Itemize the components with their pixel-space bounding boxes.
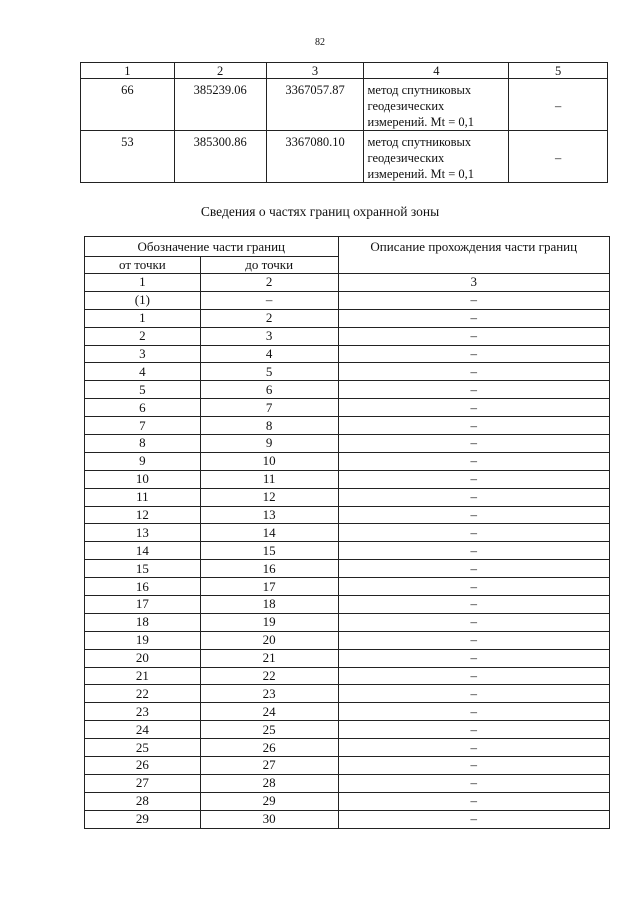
from-point: 13 [85,524,201,542]
to-point: 2 [200,309,338,327]
to-point: 4 [200,345,338,363]
column-number-2: 2 [174,63,266,79]
designation-header: Обозначение части границ [85,237,339,257]
part-description: – [338,685,610,703]
part-description: – [338,399,610,417]
table-row [85,417,610,435]
part-description: – [338,506,610,524]
table-row [85,435,610,453]
description-header: Описание прохождения части границ [338,237,610,274]
y-coordinate: 3367057.87 [266,79,364,131]
from-point: 1 [85,309,201,327]
column-number-1: 1 [85,274,201,292]
from-point: 23 [85,703,201,721]
from-point: 29 [85,810,201,828]
from-point: 3 [85,345,201,363]
part-description: – [338,488,610,506]
part-description: – [338,417,610,435]
table-row [85,345,610,363]
to-point: 21 [200,649,338,667]
method-line: измерений. Mt = 0,1 [367,115,475,129]
method-description [364,79,509,131]
table-row [85,309,610,327]
from-point: 25 [85,739,201,757]
to-point: 26 [200,739,338,757]
to-point: 3 [200,327,338,345]
to-point: 15 [200,542,338,560]
part-description: – [338,327,610,345]
from-point: 21 [85,667,201,685]
part-description: – [338,810,610,828]
from-point: 5 [85,381,201,399]
method-description [364,131,509,183]
table-row [85,667,610,685]
table-row [85,524,610,542]
boundary-header-row [85,237,610,257]
from-point: 7 [85,417,201,435]
to-point: 25 [200,721,338,739]
to-point: – [200,291,338,309]
part-description: – [338,345,610,363]
table-row [85,631,610,649]
column-number-3: 3 [266,63,364,79]
x-coordinate: 385239.06 [174,79,266,131]
to-point: 12 [200,488,338,506]
column-numbers-row [85,274,610,292]
table-row [85,488,610,506]
from-point: 26 [85,757,201,775]
to-point: 8 [200,417,338,435]
method-line: метод спутниковых [367,135,472,149]
part-description: – [338,739,610,757]
to-point: 7 [200,399,338,417]
section-title: Сведения о частях границ охранной зоны [200,204,440,219]
table-row [85,381,610,399]
to-point: 30 [200,810,338,828]
point-number: 53 [81,131,175,183]
table-row [85,721,610,739]
from-point: 24 [85,721,201,739]
part-description: – [338,721,610,739]
table-row [85,613,610,631]
part-description: – [338,381,610,399]
from-point: 15 [85,560,201,578]
part-description: – [338,703,610,721]
remark-cell: – [509,131,608,183]
coordinates-header-row [81,63,608,79]
from-point: 11 [85,488,201,506]
to-point: 19 [200,613,338,631]
to-point-header: до точки [200,257,338,274]
y-coordinate: 3367080.10 [266,131,364,183]
from-point: 8 [85,435,201,453]
to-point: 24 [200,703,338,721]
to-point: 28 [200,774,338,792]
from-point: 19 [85,631,201,649]
method-line: геодезических [367,99,445,113]
part-description: – [338,631,610,649]
column-number-1: 1 [81,63,175,79]
from-point: 17 [85,596,201,614]
table-row [85,506,610,524]
to-point: 13 [200,506,338,524]
to-point: 9 [200,435,338,453]
table-row [85,399,610,417]
table-row [81,131,608,183]
column-number-4: 4 [364,63,509,79]
table-row [85,578,610,596]
from-point: 6 [85,399,201,417]
part-description: – [338,792,610,810]
x-coordinate: 385300.86 [174,131,266,183]
part-description: – [338,774,610,792]
part-description: – [338,291,610,309]
table-row [85,810,610,828]
table-row [85,291,610,309]
table-row [85,774,610,792]
table-row [85,560,610,578]
from-point: 10 [85,470,201,488]
to-point: 14 [200,524,338,542]
from-point: 12 [85,506,201,524]
to-point: 18 [200,596,338,614]
method-line: геодезических [367,151,445,165]
to-point: 6 [200,381,338,399]
method-line: измерений. Mt = 0,1 [367,167,475,181]
part-description: – [338,435,610,453]
from-point: 2 [85,327,201,345]
table-row [85,452,610,470]
table-row [85,703,610,721]
table-row [85,685,610,703]
to-point: 5 [200,363,338,381]
column-number-2: 2 [200,274,338,292]
to-point: 27 [200,757,338,775]
part-description: – [338,613,610,631]
from-point: (1) [85,291,201,309]
from-point-header: от точки [85,257,201,274]
table-row [85,649,610,667]
to-point: 10 [200,452,338,470]
part-description: – [338,363,610,381]
to-point: 23 [200,685,338,703]
column-number-5: 5 [509,63,608,79]
from-point: 4 [85,363,201,381]
boundary-parts-table [84,236,610,829]
from-point: 16 [85,578,201,596]
remark-cell: – [509,79,608,131]
point-number: 66 [81,79,175,131]
to-point: 17 [200,578,338,596]
method-line: метод спутниковых [367,83,472,97]
table-row [85,327,610,345]
coordinates-table [80,62,608,183]
part-description: – [338,757,610,775]
from-point: 20 [85,649,201,667]
table-row [85,470,610,488]
to-point: 20 [200,631,338,649]
part-description: – [338,452,610,470]
part-description: – [338,596,610,614]
part-description: – [338,542,610,560]
column-number-3: 3 [338,274,610,292]
part-description: – [338,578,610,596]
table-row [85,363,610,381]
from-point: 18 [85,613,201,631]
table-row [85,596,610,614]
part-description: – [338,560,610,578]
part-description: – [338,470,610,488]
table-row [85,757,610,775]
part-description: – [338,667,610,685]
part-description: – [338,524,610,542]
table-row [85,792,610,810]
from-point: 22 [85,685,201,703]
to-point: 22 [200,667,338,685]
from-point: 9 [85,452,201,470]
from-point: 14 [85,542,201,560]
to-point: 29 [200,792,338,810]
part-description: – [338,649,610,667]
from-point: 27 [85,774,201,792]
table-row [85,739,610,757]
page-number: 82 [315,37,325,48]
to-point: 11 [200,470,338,488]
table-row [81,79,608,131]
part-description: – [338,309,610,327]
to-point: 16 [200,560,338,578]
from-point: 28 [85,792,201,810]
table-row [85,542,610,560]
